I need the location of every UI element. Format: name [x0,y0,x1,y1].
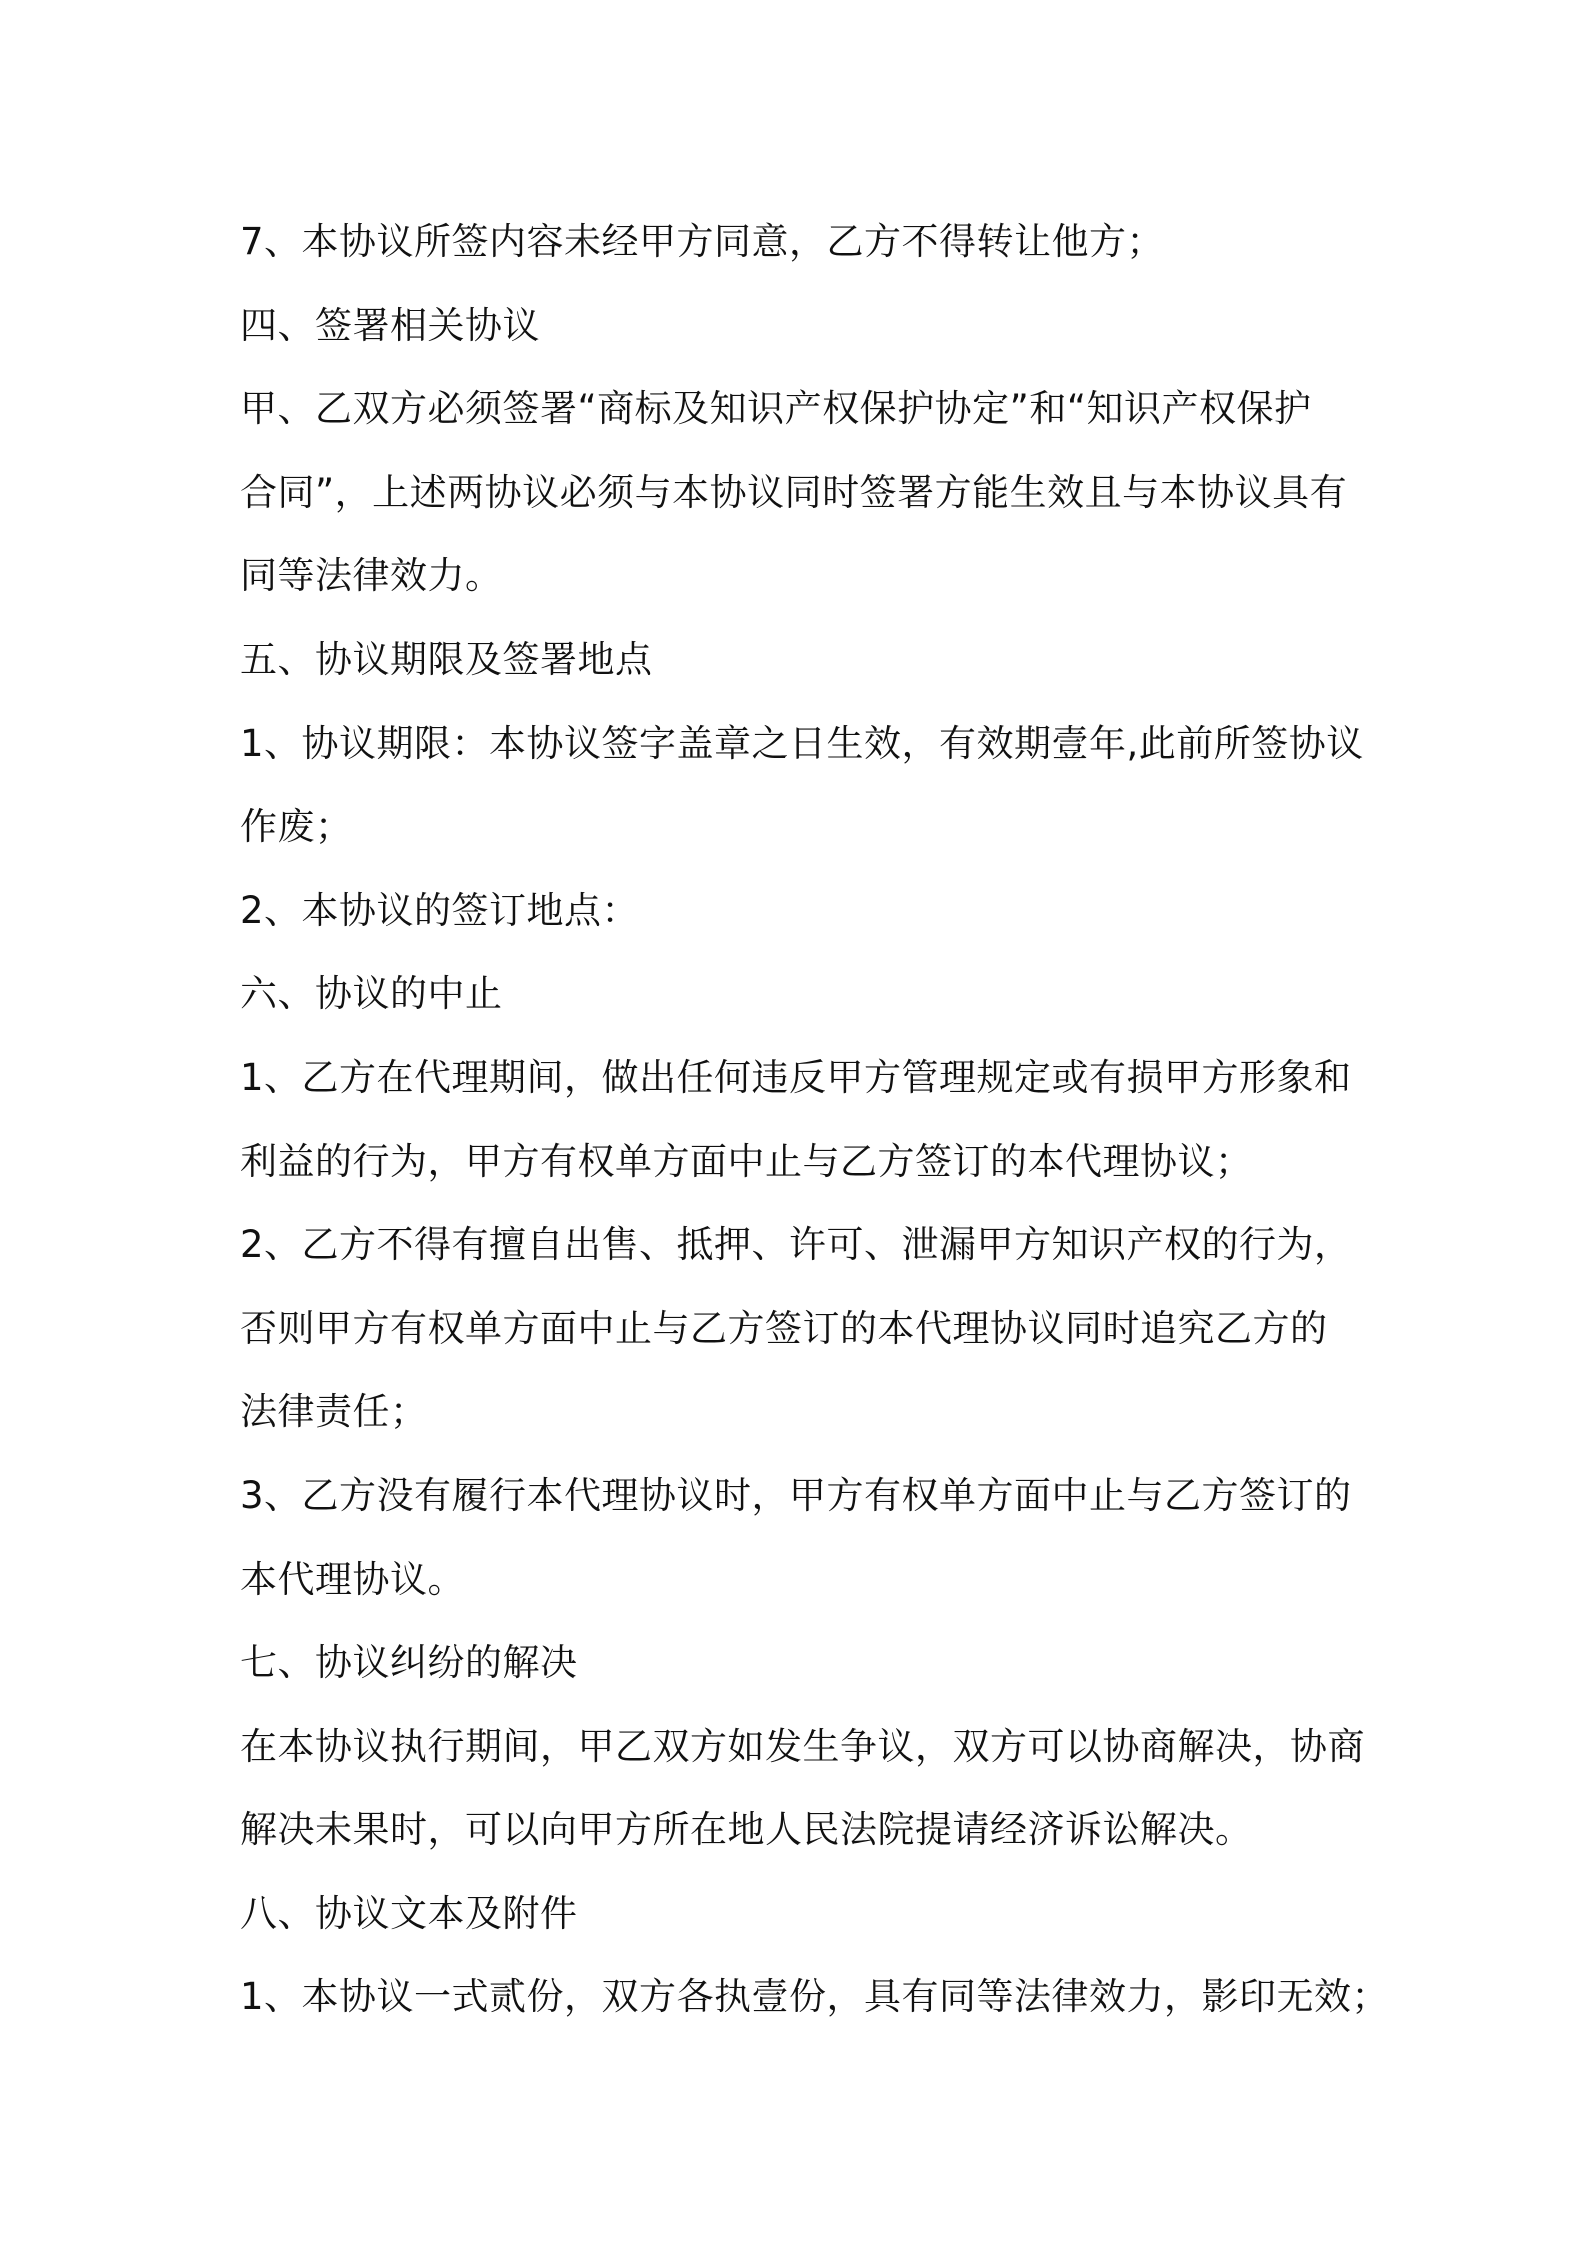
section-4-text-line-2: 合同”，上述两协议必须与本协议同时签署方能生效且与本协议具有 [240,470,1348,514]
section-5-item-1-line-1: 1、协议期限：本协议签字盖章之日生效，有效期壹年,此前所签协议 [240,721,1364,765]
section-6-item-3-line-1: 3、乙方没有履行本代理协议时，甲方有权单方面中止与乙方签订的 [240,1473,1352,1517]
section-6-item-1-line-1: 1、乙方在代理期间，做出任何违反甲方管理规定或有损甲方形象和 [240,1055,1352,1099]
section-6-item-2-line-3: 法律责任； [240,1390,428,1434]
section-7-heading: 七、协议纠纷的解决 [240,1641,578,1685]
clause-7-text: 7、本协议所签内容未经甲方同意，乙方不得转让他方； [240,220,1165,263]
document-page [240,200,1390,2039]
section-6-item-2-line-2: 否则甲方有权单方面中止与乙方签订的本代理协议同时追究乙方的 [240,1306,1328,1350]
section-4-heading: 四、签署相关协议 [240,303,540,347]
section-5-heading: 五、协议期限及签署地点 [240,637,653,681]
section-6-item-1-line-2: 利益的行为，甲方有权单方面中止与乙方签订的本代理协议； [240,1139,1253,1183]
section-7-text-line-2: 解决未果时，可以向甲方所在地人民法院提请经济诉讼解决。 [240,1808,1253,1852]
section-8-item-1: 1、本协议一式贰份，双方各执壹份，具有同等法律效力，影印无效； [240,1975,1390,2019]
section-7-text-line-1: 在本协议执行期间，甲乙双方如发生争议，双方可以协商解决，协商 [240,1724,1365,1768]
section-4-text-line-3: 同等法律效力。 [240,554,503,598]
section-6-item-2-line-1: 2、乙方不得有擅自出售、抵押、许可、泄漏甲方知识产权的行为， [240,1223,1352,1267]
section-6-item-3-line-2: 本代理协议。 [240,1557,465,1601]
section-5-item-2: 2、本协议的签订地点： [240,888,640,932]
section-4-text-line-1: 甲、乙双方必须签署“商标及知识产权保护协定”和“知识产权保护 [240,387,1312,431]
section-8-heading: 八、协议文本及附件 [240,1891,578,1935]
section-5-item-1-line-2: 作废； [240,805,353,849]
section-6-heading: 六、协议的中止 [240,972,503,1016]
